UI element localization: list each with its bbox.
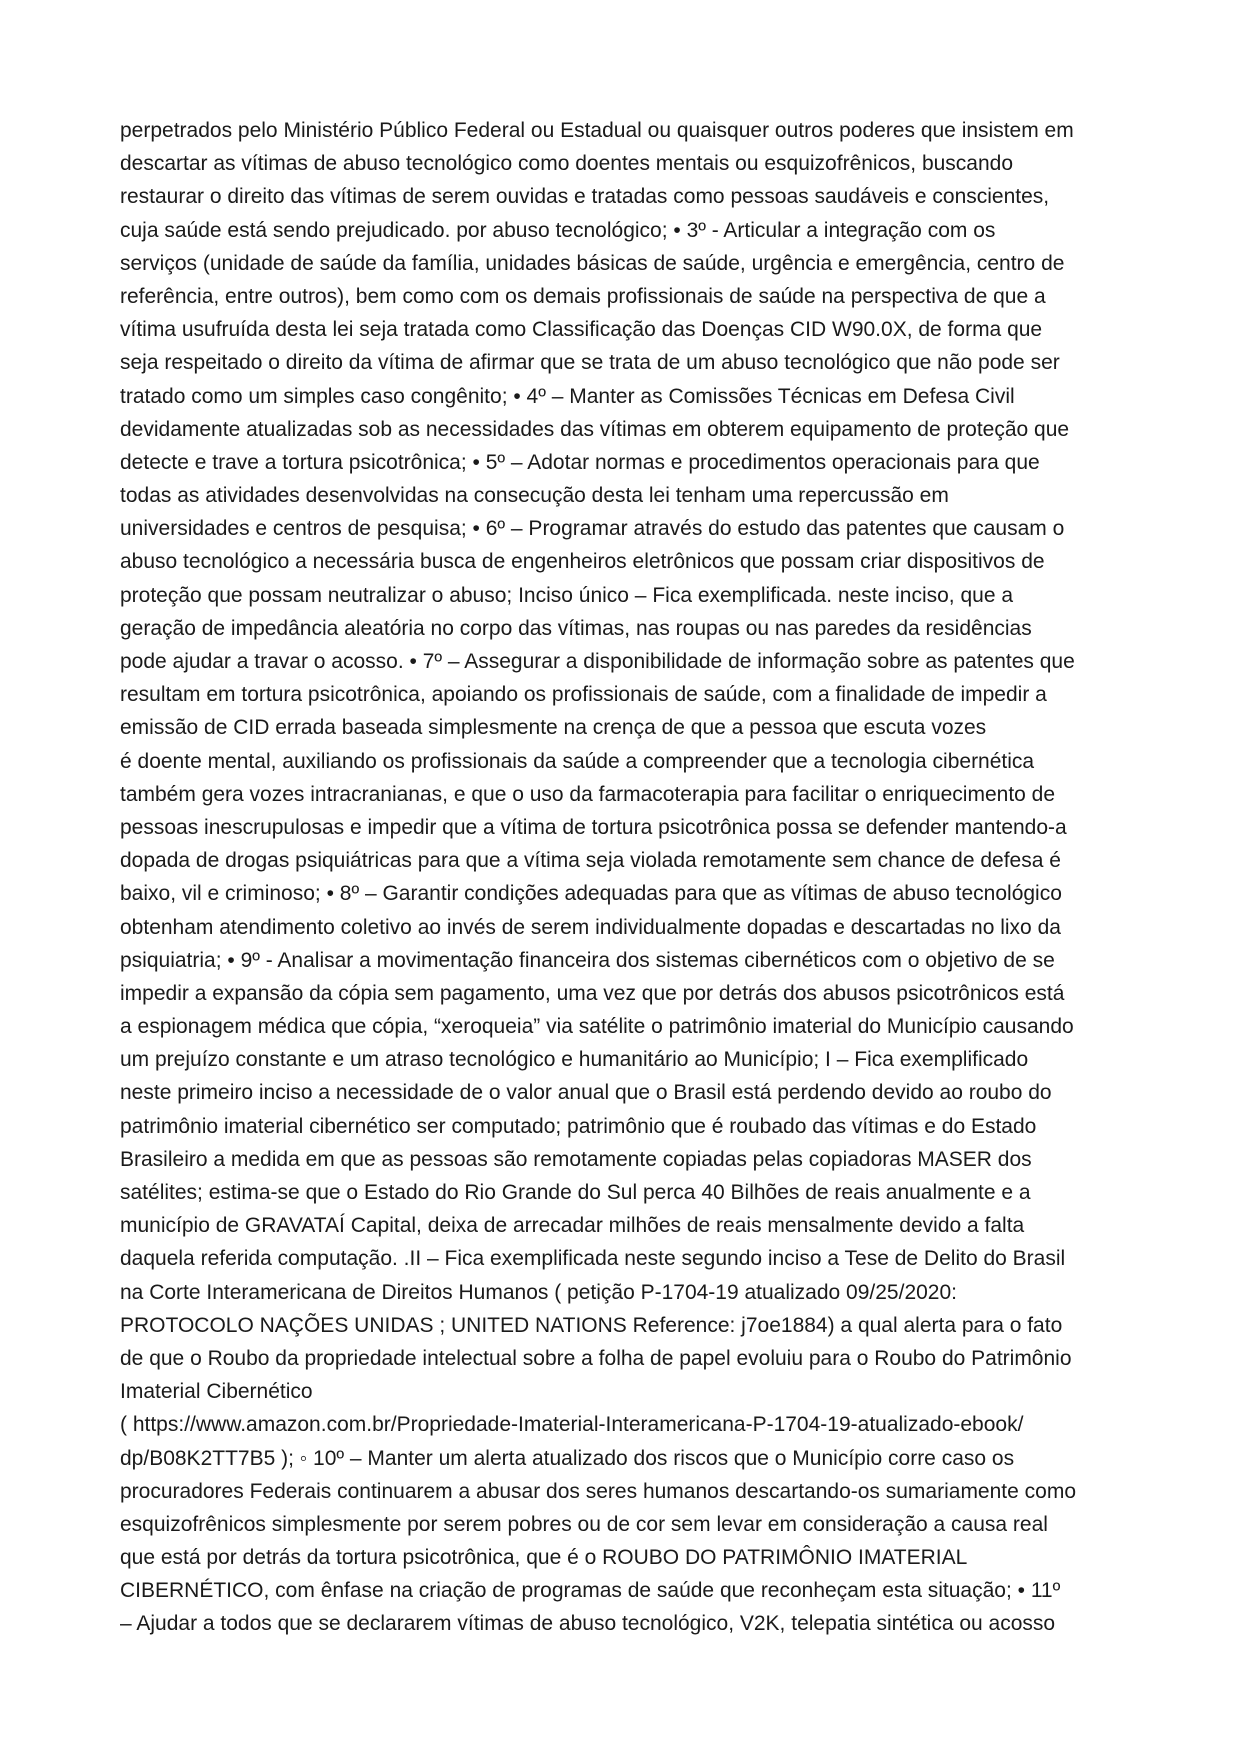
text-line: serviços (unidade de saúde da família, unidades básicas de saúde, urgência e emergência, centro de bbox=[120, 251, 1065, 275]
text-line: dp/B08K2TT7B5 ); ◦ 10º – Manter um alerta atualizado dos riscos que o Município corre caso os bbox=[120, 1446, 1015, 1470]
text-line: vítima usufruída desta lei seja tratada como Classificação das Doenças CID W90.0X, de forma que bbox=[120, 318, 1043, 342]
text-line: município de GRAVATAÍ Capital, deixa de arrecadar milhões de reais mensalmente devido a falta bbox=[120, 1214, 1025, 1238]
text-line: neste primeiro inciso a necessidade de o valor anual que o Brasil está perdendo devido ao roubo do bbox=[120, 1081, 1052, 1105]
text-line: tratado como um simples caso congênito; • 4º – Manter as Comissões Técnicas em Defesa Civil bbox=[120, 384, 1015, 408]
text-line: procuradores Federais continuarem a abusar dos seres humanos descartando-os sumariamente como bbox=[120, 1479, 1076, 1503]
text-line: patrimônio imaterial cibernético ser computado; patrimônio que é roubado das vítimas e do Estado bbox=[120, 1114, 1037, 1138]
text-line: pessoas inescrupulosas e impedir que a vítima de tortura psicotrônica possa se defender mantendo-a bbox=[120, 815, 1067, 839]
text-line: a espionagem médica que cópia, “xeroqueia” via satélite o patrimônio imaterial do Município causando bbox=[120, 1015, 1074, 1039]
text-line: pode ajudar a travar o acosso. • 7º – Assegurar a disponibilidade de informação sobre as patentes que bbox=[120, 650, 1075, 673]
text-line: baixo, vil e criminoso; • 8º – Garantir condições adequadas para que as vítimas de abuso tecnológico bbox=[120, 882, 1062, 906]
text-line: universidades e centros de pesquisa; • 6º – Programar através do estudo das patentes que causam o bbox=[120, 517, 1065, 541]
text-line: cuja saúde está sendo prejudicado. por abuso tecnológico; • 3º - Articular a integração com os bbox=[120, 218, 996, 242]
text-line: que está por detrás da tortura psicotrônica, que é o ROUBO DO PATRIMÔNIO IMATERIAL bbox=[120, 1546, 968, 1570]
text-line: descartar as vítimas de abuso tecnológico como doentes mentais ou esquizofrênicos, buscando bbox=[120, 152, 1014, 176]
body-text bbox=[120, 114, 1130, 1641]
text-line: devidamente atualizadas sob as necessidades das vítimas em obterem equipamento de proteção que bbox=[120, 417, 1070, 441]
text-line: proteção que possam neutralizar o abuso; Inciso único – Fica exemplificada. neste inciso, que a bbox=[120, 583, 1014, 607]
text-line: também gera vozes intracranianas, e que o uso da farmacoterapia para facilitar o enriquecimento de bbox=[120, 782, 1056, 806]
text-line: de que o Roubo da propriedade intelectual sobre a folha de papel evoluiu para o Roubo do Patrimônio bbox=[120, 1346, 1072, 1370]
text-line: perpetrados pelo Ministério Público Federal ou Estadual ou quaisquer outros poderes que insistem em bbox=[120, 119, 1074, 142]
url-line[interactable]: ( https://www.amazon.com.br/Propriedade-Imaterial-Interamericana-P-1704-19-atualizado-ebook/ bbox=[120, 1413, 1024, 1437]
text-line: seja respeitado o direito da vítima de afirmar que se trata de um abuso tecnológico que não pode ser bbox=[120, 351, 1060, 375]
text-line: impedir a expansão da cópia sem pagamento, uma vez que por detrás dos abusos psicotrônicos está bbox=[120, 981, 1065, 1005]
text-line: psiquiatria; • 9º - Analisar a movimentação financeira dos sistemas cibernéticos com o objetivo de se bbox=[120, 948, 1055, 972]
text-line: CIBERNÉTICO, com ênfase na criação de programas de saúde que reconheçam esta situação; • 11º bbox=[120, 1579, 1061, 1603]
text-line: – Ajudar a todos que se declararem vítimas de abuso tecnológico, V2K, telepatia sintética ou acosso bbox=[120, 1612, 1056, 1636]
text-line: um prejuízo constante e um atraso tecnológico e humanitário ao Município; I – Fica exemplificado bbox=[120, 1048, 1029, 1072]
text-line: abuso tecnológico a necessária busca de engenheiros eletrônicos que possam criar dispositivos de bbox=[120, 550, 1045, 574]
text-line: detecte e trave a tortura psicotrônica; • 5º – Adotar normas e procedimentos operacionais para que bbox=[120, 450, 1040, 474]
text-line: esquizofrênicos simplesmente por serem pobres ou de cor sem levar em consideração a causa real bbox=[120, 1512, 1048, 1536]
text-line: referência, entre outros), bem como com os demais profissionais de saúde na perspectiva de que a bbox=[120, 284, 1046, 308]
text-line: Brasileiro a medida em que as pessoas são remotamente copiadas pelas copiadoras MASER dos bbox=[120, 1147, 1032, 1171]
text-line: daquela referida computação. .II – Fica exemplificada neste segundo inciso a Tese de Delito do Brasil bbox=[120, 1247, 1066, 1271]
text-line: emissão de CID errada baseada simplesmente na crença de que a pessoa que escuta vozes bbox=[120, 716, 987, 740]
text-line: todas as atividades desenvolvidas na consecução desta lei tenham uma repercussão em bbox=[120, 484, 949, 508]
text-line: geração de impedância aleatória no corpo das vítimas, nas roupas ou nas paredes da residências bbox=[120, 616, 1032, 640]
text-line: Imaterial Cibernético bbox=[120, 1380, 313, 1404]
text-line: obtenham atendimento coletivo ao invés de serem individualmente dopadas e descartadas no lixo da bbox=[120, 915, 1061, 939]
text-line: é doente mental, auxiliando os profissionais da saúde a compreender que a tecnologia cibernética bbox=[120, 749, 1035, 773]
text-line: na Corte Interamericana de Direitos Humanos ( petição P-1704-19 atualizado 09/25/2020: bbox=[120, 1280, 957, 1304]
text-line: restaurar o direito das vítimas de serem ouvidas e tratadas como pessoas saudáveis e conscientes, bbox=[120, 185, 1050, 209]
text-line: PROTOCOLO NAÇÕES UNIDAS ; UNITED NATIONS Reference: j7oe1884) a qual alerta para o fato bbox=[120, 1313, 1063, 1337]
text-line: resultam em tortura psicotrônica, apoiando os profissionais de saúde, com a finalidade de impedir a bbox=[120, 683, 1047, 707]
text-line: dopada de drogas psiquiátricas para que a vítima seja violada remotamente sem chance de defesa é bbox=[120, 849, 1061, 873]
text-line: satélites; estima-se que o Estado do Rio Grande do Sul perca 40 Bilhões de reais anualmente e a bbox=[120, 1181, 1031, 1204]
